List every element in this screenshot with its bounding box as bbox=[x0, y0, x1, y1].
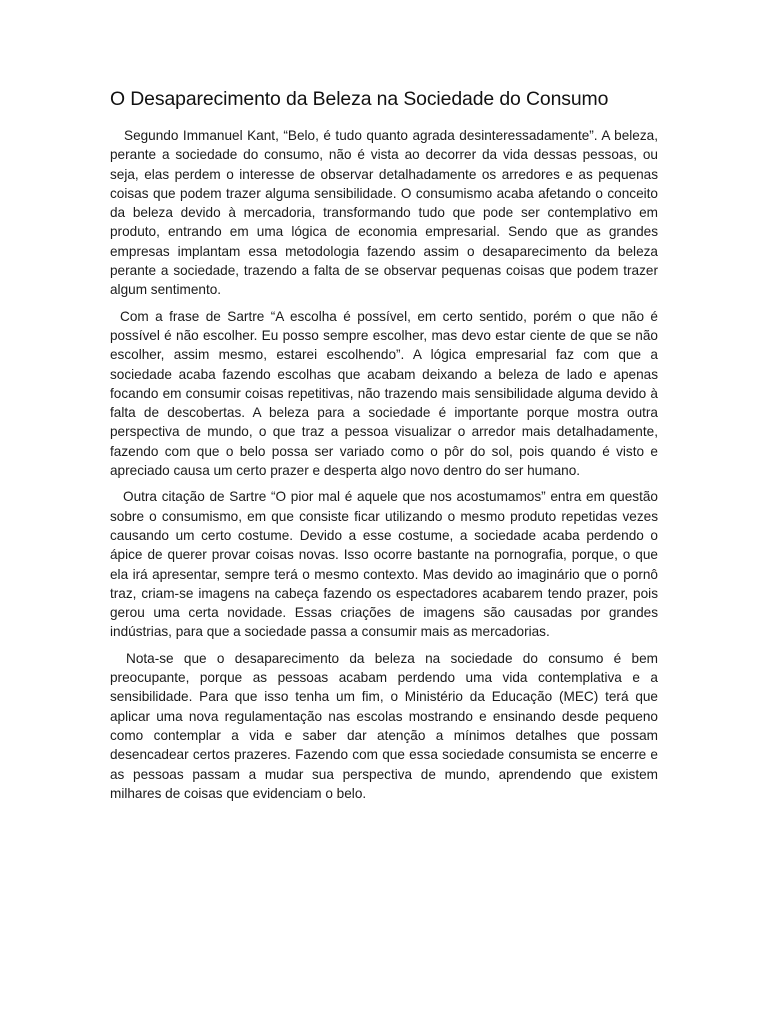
paragraph: Nota-se que o desaparecimento da beleza na sociedade do consumo é bem preocupante, porque as pessoas acabam perdendo uma vida contemplativa e a sensibilidade. Para que isso tenha um fim, o Ministério da Educação (MEC) terá que aplicar uma nova regulamentação nas escolas mostrando e ensinando desde pequeno como contemplar a vida e saber dar atenção a mínimos detalhes que possam desencadear certos prazeres. Fazendo com que essa sociedade consumista se encerre e as pessoas passam a mudar sua perspectiva de mundo, aprendendo que existem milhares de coisas que evidenciam o belo. bbox=[110, 650, 658, 801]
document-body bbox=[110, 86, 658, 810]
paragraph: Com a frase de Sartre “A escolha é possível, em certo sentido, porém o que não é possível é não escolher. Eu posso sempre escolher, mas devo estar ciente de que se não escolher, assim mesmo, estarei escolhendo”. A lógica empresarial faz com que a sociedade acaba fazendo escolhas que acabam deixando a beleza de lado e apenas focando em consumir coisas repetitivas, não trazendo mais sensibilidade alguma devido à falta de descobertas. A beleza para a sociedade é importante porque mostra outra perspectiva de mundo, o que traz a pessoa visualizar o arredor mais detalhadamente, fazendo com que o belo possa ser variado como o pôr do sol, pois quando é visto e apreciado causa um certo prazer e desperta algo novo dentro do ser humano. bbox=[110, 308, 658, 479]
document-title: O Desaparecimento da Beleza na Sociedade do Consumo bbox=[110, 88, 609, 110]
paragraph: Outra citação de Sartre “O pior mal é aquele que nos acostumamos” entra em questão sobre o consumismo, em que consiste ficar utilizando o mesmo produto repetidas vezes causando um certo costume. Devido a esse costume, a sociedade acaba perdendo o ápice de querer provar coisas novas. Isso ocorre bastante na pornografia, porque, o que ela irá apresentar, sempre terá o mesmo contexto. Mas devido ao imaginário que o pornô traz, criam-se imagens na cabeça fazendo os espectadores acabarem tendo prazer, pois gerou uma certa novidade. Essas criações de imagens são causadas por grandes indústrias, para que a sociedade passa a consumir mais as mercadorias. bbox=[110, 489, 658, 640]
paragraph: Segundo Immanuel Kant, “Belo, é tudo quanto agrada desinteressadamente”. A beleza, perante a sociedade do consumo, não é vista ao decorrer da vida dessas pessoas, ou seja, elas perdem o interesse de observar detalhadamente os arredores e as pequenas coisas que podem trazer alguma sensibilidade. O consumismo acaba afetando o conceito da beleza devido à mercadoria, transformando tudo que pode ser contemplativo em produto, entrando em uma lógica de economia empresarial. Sendo que as grandes empresas implantam essa metodologia fazendo assim o desaparecimento da beleza perante a sociedade, trazendo a falta de se observar pequenas coisas que podem trazer algum sentimento. bbox=[110, 128, 658, 298]
